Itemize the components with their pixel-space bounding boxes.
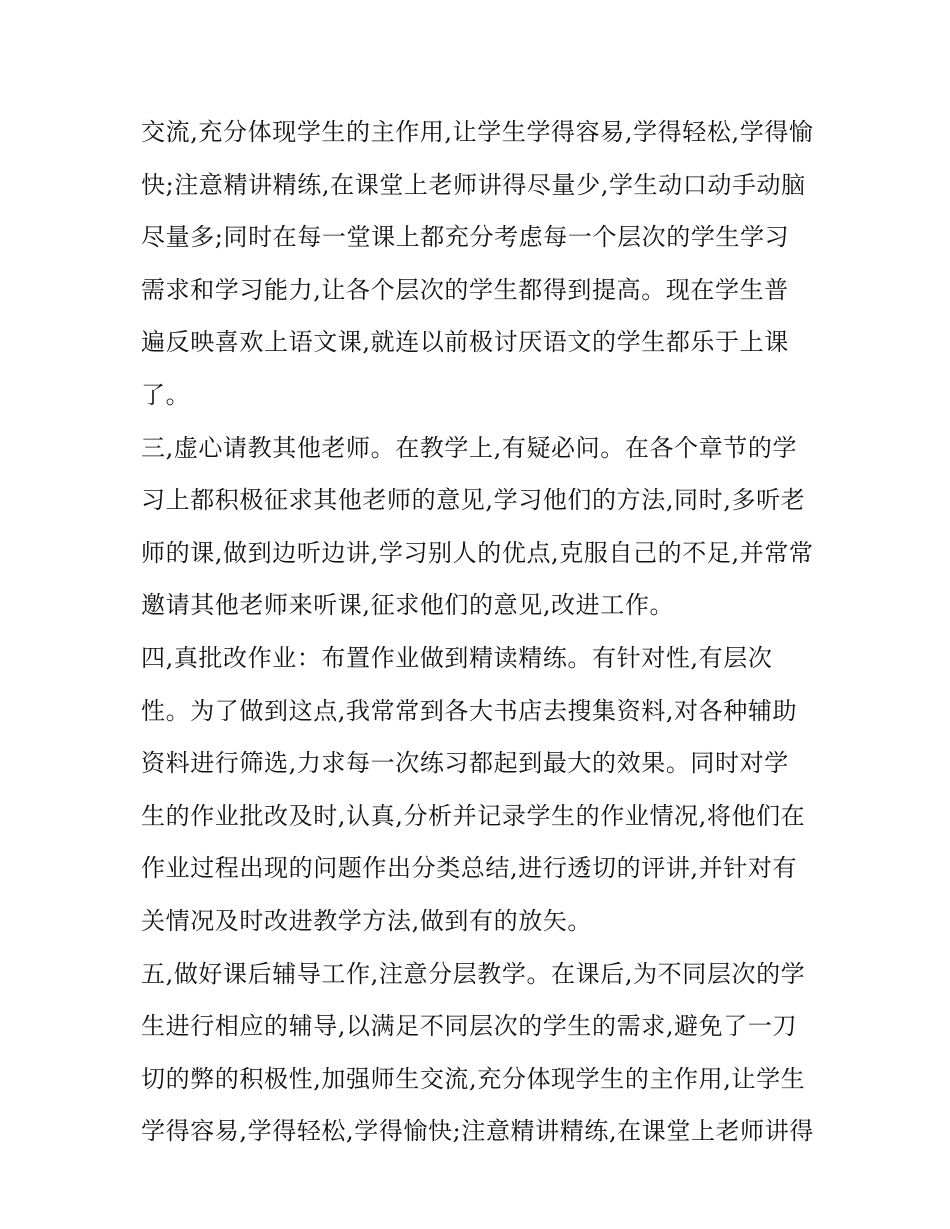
section-4-heading-line: 四,真批改作业：布置作业做到精读精练。有针对性,有层次 — [141, 643, 773, 672]
text-line: 师的课,做到边听边讲,学习别人的优点,克服自己的不足,并常常 — [141, 538, 814, 567]
text-line: 生的作业批改及时,认真,分析并记录学生的作业情况,将他们在 — [141, 801, 806, 830]
text-line: 学得容易,学得轻松,学得愉快;注意精讲精练,在课堂上老师讲得 — [141, 1117, 814, 1146]
text-line: 习上都积极征求其他老师的意见,学习他们的方法,同时,多听老 — [141, 486, 806, 515]
text-line: 了。 — [141, 380, 191, 409]
section-3-heading-line: 三,虚心请教其他老师。在教学上,有疑必问。在各个章节的学 — [141, 433, 798, 462]
text-line: 交流,充分体现学生的主作用,让学生学得容易,学得轻松,学得愉 — [141, 118, 814, 146]
text-line: 需求和学习能力,让各个层次的学生都得到提高。现在学生普 — [141, 275, 789, 304]
text-line: 性。为了做到这点,我常常到各大书店去搜集资料,对各种辅助 — [141, 696, 798, 725]
text-line: 切的弊的积极性,加强师生交流,充分体现学生的主作用,让学生 — [141, 1064, 806, 1093]
text-line: 关情况及时改进教学方法,做到有的放矢。 — [141, 906, 593, 935]
text-line: 资料进行筛选,力求每一次练习都起到最大的效果。同时对学 — [141, 749, 789, 778]
text-line: 尽量多;同时在每一堂课上都充分考虑每一个层次的学生学习 — [141, 223, 790, 252]
text-line: 生进行相应的辅导,以满足不同层次的学生的需求,避免了一刀 — [141, 1012, 798, 1041]
text-line: 作业过程出现的问题作出分类总结,进行透切的评讲,并针对有 — [141, 854, 798, 883]
document-body — [141, 106, 821, 1158]
section-5-heading-line: 五,做好课后辅导工作,注意分层教学。在课后,为不同层次的学 — [141, 959, 806, 988]
text-line: 遍反映喜欢上语文课,就连以前极讨厌语文的学生都乐于上课 — [141, 328, 789, 357]
text-line: 快;注意精讲精练,在课堂上老师讲得尽量少,学生动口动手动脑 — [141, 170, 806, 199]
text-line: 邀请其他老师来听课,征求他们的意见,改进工作。 — [141, 591, 675, 620]
